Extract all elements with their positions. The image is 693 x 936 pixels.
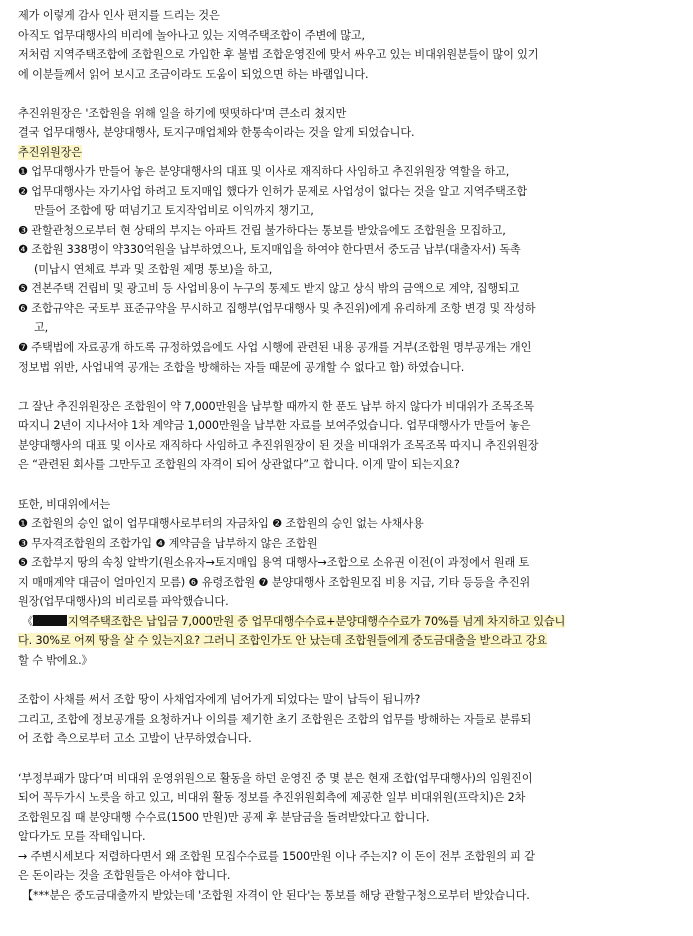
p4-line-3: ❸ 무자격조합원의 조합가입 ❹ 계약금을 납부하지 않은 조합원 [18, 537, 318, 550]
p3-line-4: 은 “관련된 회사를 그만두고 조합원의 자격이 되어 상관없다”고 합니다. 이게 말이 되는지요? [18, 458, 460, 471]
p6-line-7: 【***분은 중도금대출까지 받았는데 '조합원 자격이 안 된다'는 통보를 해당 관할구청으로부터 받았습니다. [22, 889, 530, 902]
item1-line-10: ❼ 주택법에 자료공개 하도록 규정하였음에도 사업 시행에 관련된 내용 공개를 거부(조합원 명부공개는 개인 [18, 341, 532, 354]
p4-line-4: ❺ 조합부지 땅의 속칭 알박기(원소유자→토지매입 용역 대행사→조합으로 소유권 이전(이 과정에서 원래 토 [18, 556, 530, 569]
item1-line-7: ❺ 견본주택 건립비 및 광고비 등 사업비용이 누구의 통제도 받지 않고 상식 밖의 금액으로 계약, 집행되고 [18, 282, 520, 295]
item1-line-4: ❸ 관할관청으로부터 현 상태의 부지는 아파트 건립 불가하다는 통보를 받았음에도 조합원을 모집하고, [18, 224, 506, 237]
intro-line-4: 에 이분들께서 읽어 보시고 조금이라도 도움이 되었으면 하는 바램입니다. [18, 68, 369, 81]
item1-line-1: ❶ 업무대행사가 만들어 놓은 분양대행사의 대표 및 이사로 재직하다 사임하고 추진위원장 역할을 하고, [18, 165, 510, 178]
p4-line-5: 지 매매계약 대금이 얼마인지 모름) ❻ 유령조합원 ❼ 분양대행사 조합원모집 비용 지급, 기타 등등을 추진위 [18, 576, 531, 589]
intro-line-2: 아직도 업무대행사의 비리에 놀아나고 있는 지역주택조합이 주변에 많고, [18, 29, 365, 42]
p6-line-6: 은 돈이라는 것을 조합원들은 아셔야 합니다. [18, 869, 231, 882]
p6-line-4: 알다가도 모를 작태입니다. [18, 830, 146, 843]
item1-line-6: (미납시 연체료 부과 및 조합원 제명 통보)을 하고, [34, 263, 273, 276]
p6-line-5: → 주변시세보다 저렴하다면서 왜 조합원 모집수수료를 1500만원 이나 주는지? 이 돈이 전부 조합원의 피 같 [18, 850, 535, 863]
p3-line-1: 그 잘난 추진위원장은 조합원이 약 7,000만원을 납부할 때까지 한 푼도 납부 하지 않다가 비대위가 조목조목 [18, 400, 534, 413]
quote-line-2: 다. 30%로 어찌 땅을 살 수 있는지요? 그러니 조합인가도 안 났는데 조합원들에게 중도금대출을 받으라고 강요 [18, 634, 547, 647]
p4-line-2: ❶ 조합원의 승인 없이 업무대행사로부터의 자금차입 ❷ 조합원의 승인 없는 사채사용 [18, 517, 424, 530]
quote-text-1: 지역주택조합은 납입금 7,000만원 중 업무대행수수료+분양대행수수료가 70%를 넘게 차지하고 있습니 [68, 615, 566, 628]
p2-line-1: 추진위원장은 '조합원을 위해 일을 하기에 떳떳하다'며 큰소리 쳤지만 [18, 107, 347, 120]
quote-line-1 [22, 614, 565, 629]
redaction-block [33, 615, 67, 626]
p6-line-2: 되어 꼭두가시 노릇을 하고 있고, 비대위 활동 정보를 추진위원회측에 제공한 일부 비대위원(프락치)은 2차 [18, 791, 526, 804]
p4-line-6: 원장(업무대행사)의 비리로를 파악했습니다. [18, 595, 229, 608]
p3-line-2: 따지니 2년이 지나서야 1차 계약금 1,000만원을 납부한 자료를 보여주었습니다. 업무대행사가 만들어 놓은 [18, 419, 531, 432]
p2-line-3-heading: 추진위원장은 [18, 146, 82, 159]
quote-line-3: 할 수 밖에요.》 [18, 654, 93, 667]
quote-open-mark: 《 [22, 615, 34, 628]
p3-line-3: 분양대행사의 대표 및 이사로 재직하다 사임하고 추진위원장이 된 것을 비대위가 조목조목 따지니 추진위원장 [18, 439, 539, 452]
item1-line-5: ❹ 조합원 338명이 약330억원을 납부하였으나, 토지매입을 하여야 한다면서 중도금 납부(대출자서) 독촉 [18, 243, 521, 256]
item1-line-8: ❻ 조합규약은 국토부 표준규약을 무시하고 집행부(업무대행사 및 추진위)에게 유리하게 조항 변경 및 작성하 [18, 302, 536, 315]
p6-line-3: 조합원모집 때 분양대행 수수료(1500 만원)만 공제 후 분담금을 돌려받았다고 합니다. [18, 811, 430, 824]
intro-line-1: 제가 이렇게 감사 인사 편지를 드리는 것은 [18, 9, 220, 22]
p4-line-1: 또한, 비대위에서는 [18, 498, 111, 511]
intro-line-3: 저처럼 지역주택조합에 조합원으로 가입한 후 불법 조합운영진에 맞서 싸우고 있는 비대위원분들이 많이 있기 [18, 48, 539, 61]
item1-line-11: 정보법 위반, 사업내역 공개는 조합을 방해하는 자들 때문에 공개할 수 없다고 함) 하였습니다. [18, 361, 465, 374]
item1-line-2: ❷ 업무대행사는 자기사업 하려고 토지매입 했다가 인허가 문제로 사업성이 없다는 것을 알고 지역주택조합 [18, 185, 528, 198]
item1-line-3: 만들어 조합에 땅 떠넘기고 토지작업비로 이익까지 챙기고, [34, 204, 314, 217]
p5-line-1: 조합이 사채를 써서 조합 땅이 사채업자에게 넘어가게 되었다는 말이 납득이 됩니까? [18, 693, 421, 706]
p5-line-2: 그리고, 조합에 정보공개를 요청하거나 이의를 제기한 초기 조합원은 조합의 업무를 방해하는 자들로 분류되 [18, 713, 532, 726]
p5-line-3: 어 조합 측으로부터 고소 고발이 난무하였습니다. [18, 732, 252, 745]
p2-line-2: 결국 업무대행사, 분양대행사, 토지구매업체와 한통속이라는 것을 알게 되었습니다. [18, 126, 415, 139]
item1-line-9: 고, [34, 321, 49, 334]
p6-line-1: ‘부정부패가 많다’며 비대위 운영위원으로 활동을 하던 운영진 중 몇 분은 현재 조합(업무대행사)의 임원진이 [18, 772, 533, 785]
